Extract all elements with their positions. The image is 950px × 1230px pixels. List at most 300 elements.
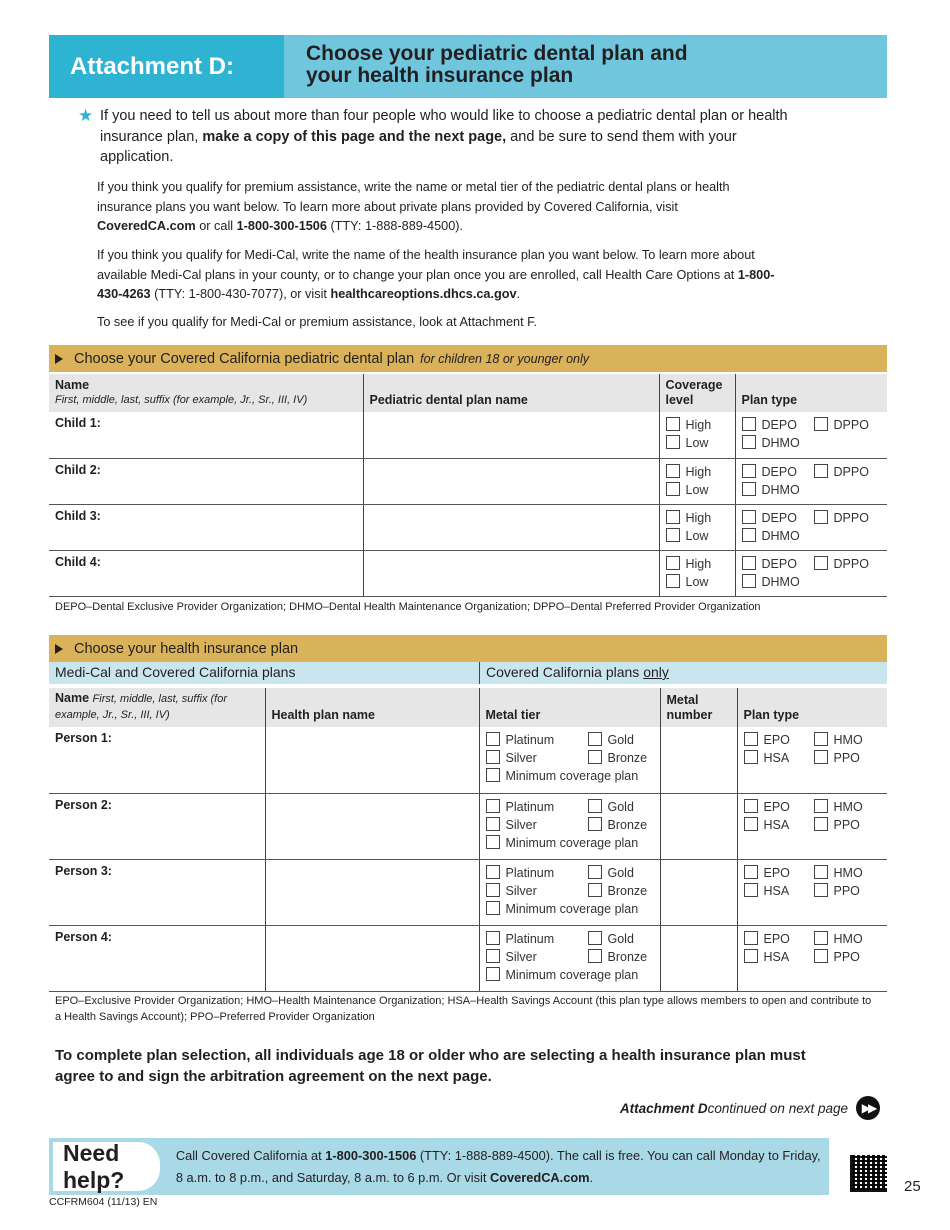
page-title	[284, 35, 887, 98]
health-subheader	[49, 662, 887, 684]
option-label: HMO	[833, 865, 863, 880]
text: Covered California plans	[486, 664, 644, 680]
option-label: EPO	[763, 799, 790, 814]
plan-type-cell	[737, 925, 887, 991]
checkbox-icon[interactable]	[588, 949, 602, 963]
option-label: HMO	[833, 733, 863, 747]
option-label: HSA	[763, 883, 790, 898]
option-label: Bronze	[607, 949, 648, 964]
option-label: HSA	[763, 751, 790, 765]
option-label: DEPO	[761, 418, 797, 432]
checkbox-icon[interactable]	[666, 510, 680, 524]
barcode-icon	[850, 1155, 887, 1192]
checkbox-icon[interactable]	[742, 482, 756, 496]
text: .	[516, 287, 521, 301]
checkbox-low[interactable]	[666, 527, 729, 545]
premium-assistance-paragraph	[97, 178, 777, 237]
row-label: Person 4:	[49, 925, 265, 991]
title-line-1: Choose your pediatric dental plan and	[306, 42, 688, 65]
dental-plan-name-field[interactable]	[363, 458, 659, 504]
option-row	[744, 749, 882, 767]
option-label: Minimum coverage plan	[505, 901, 639, 916]
col-name-label: Name	[55, 691, 90, 705]
phone-number: 1-800-300-1506	[236, 219, 327, 233]
copy-note-b: and be sure to send them with your application.	[100, 128, 737, 165]
checkbox-icon[interactable]	[588, 732, 602, 746]
checkbox-icon[interactable]	[744, 949, 758, 963]
metal-tier-cell	[479, 793, 660, 859]
table-row	[49, 550, 887, 596]
health-table	[49, 688, 887, 992]
option-label: Bronze	[607, 883, 648, 898]
option-label: Silver	[505, 949, 537, 964]
checkbox-icon[interactable]	[814, 750, 828, 764]
checkbox-icon[interactable]	[742, 556, 756, 570]
option-label: Minimum coverage plan	[505, 967, 639, 982]
checkbox-dppo[interactable]	[814, 418, 869, 432]
table-row	[49, 859, 887, 925]
coverage-cell	[659, 458, 735, 504]
col-name-label: Name	[55, 378, 90, 392]
checkbox-icon[interactable]	[588, 931, 602, 945]
checkbox-platinum[interactable]	[486, 798, 588, 816]
dental-legend: DEPO–Dental Exclusive Provider Organization; DHMO–Dental Health Maintenance Organization; DPPO–Dental Preferred Provider Organization	[55, 601, 761, 613]
checkbox-dppo[interactable]	[814, 557, 869, 571]
table-row	[49, 458, 887, 504]
table-row	[49, 412, 887, 458]
checkbox-silver[interactable]	[486, 948, 588, 966]
checkbox-low[interactable]	[666, 573, 729, 591]
checkbox-icon[interactable]	[486, 768, 500, 782]
checkbox-hsa[interactable]	[744, 816, 814, 834]
table-row	[49, 727, 887, 793]
col-health-plan-name: Health plan name	[265, 688, 479, 727]
checkbox-icon[interactable]	[486, 835, 500, 849]
checkbox-epo[interactable]	[744, 798, 814, 816]
col-plan-name: Pediatric dental plan name	[363, 374, 659, 412]
need-help-banner	[49, 1138, 829, 1195]
checkbox-icon[interactable]	[814, 799, 828, 813]
checkbox-high[interactable]	[666, 416, 729, 434]
checkbox-gold[interactable]	[588, 800, 634, 814]
option-label: Low	[685, 528, 709, 543]
checkbox-dppo[interactable]	[814, 465, 869, 479]
checkbox-icon[interactable]	[666, 528, 680, 542]
row-label: Person 1:	[49, 727, 265, 793]
option-label: Low	[685, 574, 709, 589]
checkbox-icon[interactable]	[744, 931, 758, 945]
option-label: PPO	[833, 751, 860, 765]
option-row	[744, 731, 882, 749]
checkbox-epo[interactable]	[744, 930, 814, 948]
checkbox-icon[interactable]	[744, 865, 758, 879]
checkbox-icon[interactable]	[666, 482, 680, 496]
dental-plan-name-field[interactable]	[363, 412, 659, 458]
option-label: PPO	[833, 883, 860, 898]
checkbox-icon[interactable]	[486, 967, 500, 981]
need-help-label: Need help?	[53, 1142, 160, 1191]
checkbox-silver[interactable]	[486, 816, 588, 834]
option-label: Minimum coverage plan	[505, 769, 639, 783]
plan-type-cell	[735, 458, 887, 504]
option-label: Low	[685, 482, 709, 497]
coverage-cell	[659, 550, 735, 596]
checkbox-icon[interactable]	[814, 865, 828, 879]
plan-type-cell	[735, 504, 887, 550]
checkbox-icon[interactable]	[486, 883, 500, 897]
option-row	[744, 798, 882, 816]
option-label: Low	[685, 436, 709, 450]
page-number: 25	[904, 1178, 921, 1195]
dental-table	[49, 374, 887, 597]
row-label: Child 2:	[49, 458, 363, 504]
checkbox-icon[interactable]	[814, 949, 828, 963]
text: (TTY: 1-888-889-4500).	[326, 219, 464, 233]
medi-cal-and-covered-label: Medi-Cal and Covered California plans	[55, 664, 296, 680]
coverage-cell	[659, 504, 735, 550]
option-label: PPO	[833, 949, 860, 964]
health-legend: EPO–Exclusive Provider Organization; HMO–Health Maintenance Organization; HSA–Health Savings Account (this plan type allows members to open and contribute to a Health Savings Account); PPO–Preferred Provider Organization	[55, 995, 872, 1023]
option-row	[486, 948, 654, 966]
checkbox-dhmo[interactable]	[742, 527, 882, 545]
option-row	[744, 864, 882, 882]
checkbox-low[interactable]	[666, 434, 729, 452]
row-label: Child 4:	[49, 550, 363, 596]
checkbox-gold[interactable]	[588, 866, 634, 880]
option-label: Bronze	[607, 751, 648, 765]
checkbox-epo[interactable]	[744, 864, 814, 882]
option-label: DPPO	[833, 510, 869, 525]
checkbox-bronze[interactable]	[588, 950, 648, 964]
checkbox-gold[interactable]	[588, 932, 634, 946]
checkbox-hmo[interactable]	[814, 733, 863, 747]
checkbox-gold[interactable]	[588, 733, 634, 747]
option-row	[486, 864, 654, 882]
checkbox-minimum-coverage[interactable]	[486, 767, 654, 785]
coveredca-link[interactable]: CoveredCA.com	[97, 219, 196, 233]
medi-cal-paragraph	[97, 246, 777, 305]
option-row	[742, 509, 882, 527]
option-label: Platinum	[505, 799, 555, 814]
option-row	[486, 731, 654, 749]
metal-tier-cell	[479, 925, 660, 991]
checkbox-icon[interactable]	[666, 435, 680, 449]
col-metal-tier: Metal tier	[479, 688, 660, 727]
checkbox-hsa[interactable]	[744, 749, 814, 767]
option-label: Silver	[505, 817, 537, 832]
option-row	[744, 816, 882, 834]
checkbox-icon[interactable]	[666, 464, 680, 478]
metal-tier-cell	[479, 727, 660, 793]
checkbox-icon[interactable]	[742, 574, 756, 588]
option-label: EPO	[763, 931, 790, 946]
text: .	[589, 1169, 594, 1185]
copy-note-text	[78, 106, 798, 168]
checkbox-platinum[interactable]	[486, 731, 588, 749]
checkbox-icon[interactable]	[742, 510, 756, 524]
option-row	[742, 463, 882, 481]
checkbox-icon[interactable]	[744, 750, 758, 764]
table-row	[49, 504, 887, 550]
option-row	[742, 416, 882, 434]
copy-note-bold: make a copy of this page and the next page,	[202, 128, 507, 145]
checkbox-icon[interactable]	[588, 817, 602, 831]
triangle-icon	[55, 354, 63, 364]
checkbox-ppo[interactable]	[814, 884, 860, 898]
row-label: Child 3:	[49, 504, 363, 550]
checkbox-icon[interactable]	[486, 901, 500, 915]
row-label: Person 3:	[49, 859, 265, 925]
checkbox-icon[interactable]	[744, 883, 758, 897]
checkbox-icon[interactable]	[742, 435, 756, 449]
checkbox-icon[interactable]	[744, 732, 758, 746]
fast-forward-icon: ▶▶	[856, 1096, 880, 1120]
plan-type-cell	[737, 727, 887, 793]
option-label: Silver	[505, 751, 537, 765]
checkbox-icon[interactable]	[814, 883, 828, 897]
col-metal-number: Metal number	[660, 688, 737, 727]
checkbox-icon[interactable]	[814, 417, 828, 431]
option-label: DHMO	[761, 528, 800, 543]
option-label: HMO	[833, 931, 863, 946]
dental-plan-name-field[interactable]	[363, 550, 659, 596]
text: If you think you qualify for premium assistance, write the name or metal tier of the pediatric dental plans or health insurance plans you want below. To learn more about private plans provided by Covered California, visit	[97, 180, 730, 214]
checkbox-icon[interactable]	[744, 817, 758, 831]
option-label: DEPO	[761, 556, 797, 571]
checkbox-dhmo[interactable]	[742, 481, 882, 499]
checkbox-icon[interactable]	[486, 817, 500, 831]
health-section-title: Choose your health insurance plan	[74, 640, 299, 657]
checkbox-icon[interactable]	[588, 750, 602, 764]
option-label: Platinum	[505, 931, 555, 946]
metal-tier-cell	[479, 859, 660, 925]
checkbox-icon[interactable]	[814, 931, 828, 945]
checkbox-high[interactable]	[666, 463, 729, 481]
continued-bold: Attachment D	[619, 1100, 708, 1116]
copy-page-note	[78, 106, 798, 168]
attachment-f-paragraph: To see if you qualify for Medi-Cal or premium assistance, look at Attachment F.	[97, 315, 538, 329]
option-row	[744, 882, 882, 900]
metal-number-field[interactable]	[660, 859, 737, 925]
table-row	[49, 925, 887, 991]
option-label: HSA	[763, 817, 790, 832]
option-label: Gold	[607, 799, 634, 814]
option-label: DHMO	[761, 436, 800, 450]
checkbox-icon[interactable]	[588, 865, 602, 879]
option-label: HMO	[833, 799, 863, 814]
dental-section-bar	[49, 345, 887, 372]
health-plan-name-field[interactable]	[265, 793, 479, 859]
checkbox-icon[interactable]	[588, 883, 602, 897]
text: If you think you qualify for Medi-Cal, write the name of the health insurance plan you want below. To learn more about available Medi-Cal plans in your county, or to change your plan once you are enrolled, call Health Care Options at	[97, 248, 755, 282]
checkbox-bronze[interactable]	[588, 818, 648, 832]
covered-only-label	[479, 662, 887, 684]
triangle-icon	[55, 644, 63, 654]
checkbox-bronze[interactable]	[588, 751, 648, 765]
health-plan-name-field[interactable]	[265, 727, 479, 793]
option-label: Platinum	[505, 733, 555, 747]
option-label: Gold	[607, 733, 634, 747]
checkbox-minimum-coverage[interactable]	[486, 966, 654, 984]
option-label: Platinum	[505, 865, 555, 880]
checkbox-icon[interactable]	[486, 732, 500, 746]
option-label: Gold	[607, 931, 634, 946]
option-label: DHMO	[761, 574, 800, 589]
checkbox-ppo[interactable]	[814, 818, 860, 832]
checkbox-icon[interactable]	[744, 799, 758, 813]
option-label: High	[685, 510, 712, 525]
option-row	[486, 930, 654, 948]
coveredca-link[interactable]: CoveredCA.com	[489, 1169, 590, 1185]
checkbox-minimum-coverage[interactable]	[486, 834, 654, 852]
checkbox-bronze[interactable]	[588, 884, 648, 898]
checkbox-hsa[interactable]	[744, 882, 814, 900]
option-label: DPPO	[833, 418, 869, 432]
checkbox-platinum[interactable]	[486, 930, 588, 948]
row-label: Person 2:	[49, 793, 265, 859]
dental-section-subtitle: for children 18 or younger only	[420, 351, 590, 366]
option-label: High	[685, 418, 712, 432]
health-section-bar	[49, 635, 887, 662]
col-name-hint: First, middle, last, suffix (for example, Jr., Sr., III, IV)	[55, 693, 228, 721]
col-name-hint: First, middle, last, suffix (for example, Jr., Sr., III, IV)	[55, 394, 308, 406]
checkbox-depo[interactable]	[742, 463, 814, 481]
checkbox-icon[interactable]	[486, 949, 500, 963]
checkbox-hmo[interactable]	[814, 866, 863, 880]
option-label: Gold	[607, 865, 634, 880]
option-label: PPO	[833, 817, 860, 832]
checkbox-icon[interactable]	[486, 865, 500, 879]
plan-type-cell	[735, 550, 887, 596]
checkbox-platinum[interactable]	[486, 864, 588, 882]
phone-number: 1-800-430-4263	[97, 267, 775, 301]
checkbox-icon[interactable]	[814, 817, 828, 831]
healthcareoptions-link[interactable]: healthcareoptions.dhcs.ca.gov	[330, 287, 517, 301]
col-plan-type: Plan type	[737, 688, 887, 727]
continued-text: continued on next page	[707, 1100, 848, 1116]
checkbox-ppo[interactable]	[814, 950, 860, 964]
checkbox-depo[interactable]	[742, 416, 814, 434]
checkbox-hmo[interactable]	[814, 932, 863, 946]
option-label: High	[685, 556, 712, 571]
option-label: DEPO	[761, 510, 797, 525]
text: (TTY: 1-800-430-7077), or visit	[150, 287, 331, 301]
checkbox-icon[interactable]	[814, 732, 828, 746]
option-row	[486, 798, 654, 816]
checkbox-icon[interactable]	[666, 574, 680, 588]
phone-number: 1-800-300-1506	[325, 1147, 417, 1163]
text: or call	[195, 219, 237, 233]
text: (TTY: 1-888-889-4500). The call is free. You can call Monday to Friday, 8 a.m. to 8 p.m., and Saturday, 8 a.m. to 6 p.m. Or visit	[175, 1147, 821, 1185]
checkbox-high[interactable]	[666, 509, 729, 527]
checkbox-depo[interactable]	[742, 509, 814, 527]
checkbox-icon[interactable]	[486, 799, 500, 813]
checkbox-hsa[interactable]	[744, 948, 814, 966]
option-row	[486, 749, 654, 767]
option-row	[486, 882, 654, 900]
health-plan-name-field[interactable]	[265, 859, 479, 925]
checkbox-icon[interactable]	[814, 510, 828, 524]
checkbox-icon[interactable]	[666, 556, 680, 570]
checkbox-icon[interactable]	[666, 417, 680, 431]
checkbox-icon[interactable]	[486, 750, 500, 764]
checkbox-high[interactable]	[666, 555, 729, 573]
checkbox-hmo[interactable]	[814, 800, 863, 814]
title-line-2: your health insurance plan	[306, 64, 574, 87]
health-plan-name-field[interactable]	[265, 925, 479, 991]
checkbox-minimum-coverage[interactable]	[486, 900, 654, 918]
checkbox-depo[interactable]	[742, 555, 814, 573]
metal-number-field[interactable]	[660, 925, 737, 991]
metal-number-field[interactable]	[660, 793, 737, 859]
help-text	[160, 1145, 829, 1189]
coverage-cell	[659, 412, 735, 458]
option-label: Minimum coverage plan	[505, 835, 639, 850]
option-label: Bronze	[607, 817, 648, 832]
option-row	[742, 555, 882, 573]
col-name	[49, 374, 363, 412]
checkbox-low[interactable]	[666, 481, 729, 499]
dental-section-title: Choose your Covered California pediatric dental plan	[74, 350, 415, 367]
copy-note-a: If you need to tell us about more than four people who would like to choose a pediatric dental plan or health insurance plan,	[100, 108, 788, 145]
option-row	[744, 948, 882, 966]
checkbox-icon[interactable]	[588, 799, 602, 813]
option-label: High	[685, 464, 712, 479]
checkbox-epo[interactable]	[744, 731, 814, 749]
text: Call Covered California at	[175, 1147, 326, 1163]
col-plan-type: Plan type	[735, 374, 887, 412]
dental-plan-name-field[interactable]	[363, 504, 659, 550]
col-coverage: Coverage level	[659, 374, 735, 412]
checkbox-ppo[interactable]	[814, 751, 860, 765]
plan-type-cell	[737, 859, 887, 925]
table-row	[49, 793, 887, 859]
option-label: DEPO	[761, 464, 797, 479]
option-label: EPO	[763, 865, 790, 880]
checkbox-icon[interactable]	[814, 556, 828, 570]
page-header	[49, 35, 887, 98]
option-label: DPPO	[833, 556, 869, 571]
option-label: HSA	[763, 949, 790, 964]
option-row	[744, 930, 882, 948]
checkbox-icon[interactable]	[742, 464, 756, 478]
checkbox-silver[interactable]	[486, 749, 588, 767]
metal-number-field[interactable]	[660, 727, 737, 793]
col-name	[49, 688, 265, 727]
text-underlined: only	[643, 664, 669, 680]
checkbox-icon[interactable]	[814, 464, 828, 478]
checkbox-dhmo[interactable]	[742, 573, 882, 591]
checkbox-dhmo[interactable]	[742, 434, 882, 452]
star-icon: ★	[78, 106, 94, 125]
arbitration-note: To complete plan selection, all individuals age 18 or older who are selecting a health insurance plan must agree to and sign the arbitration agreement on the next page.	[55, 1047, 806, 1085]
continued-note	[620, 1096, 880, 1120]
option-label: Silver	[505, 883, 537, 898]
checkbox-dppo[interactable]	[814, 511, 869, 525]
checkbox-icon[interactable]	[486, 931, 500, 945]
option-label: DHMO	[761, 482, 800, 497]
checkbox-icon[interactable]	[742, 528, 756, 542]
row-label: Child 1:	[49, 412, 363, 458]
option-row	[486, 816, 654, 834]
option-label: DPPO	[833, 464, 869, 479]
form-code: CCFRM604 (11/13) EN	[49, 1196, 158, 1208]
attachment-label: Attachment D:	[49, 35, 284, 98]
checkbox-silver[interactable]	[486, 882, 588, 900]
plan-type-cell	[735, 412, 887, 458]
checkbox-icon[interactable]	[742, 417, 756, 431]
plan-type-cell	[737, 793, 887, 859]
